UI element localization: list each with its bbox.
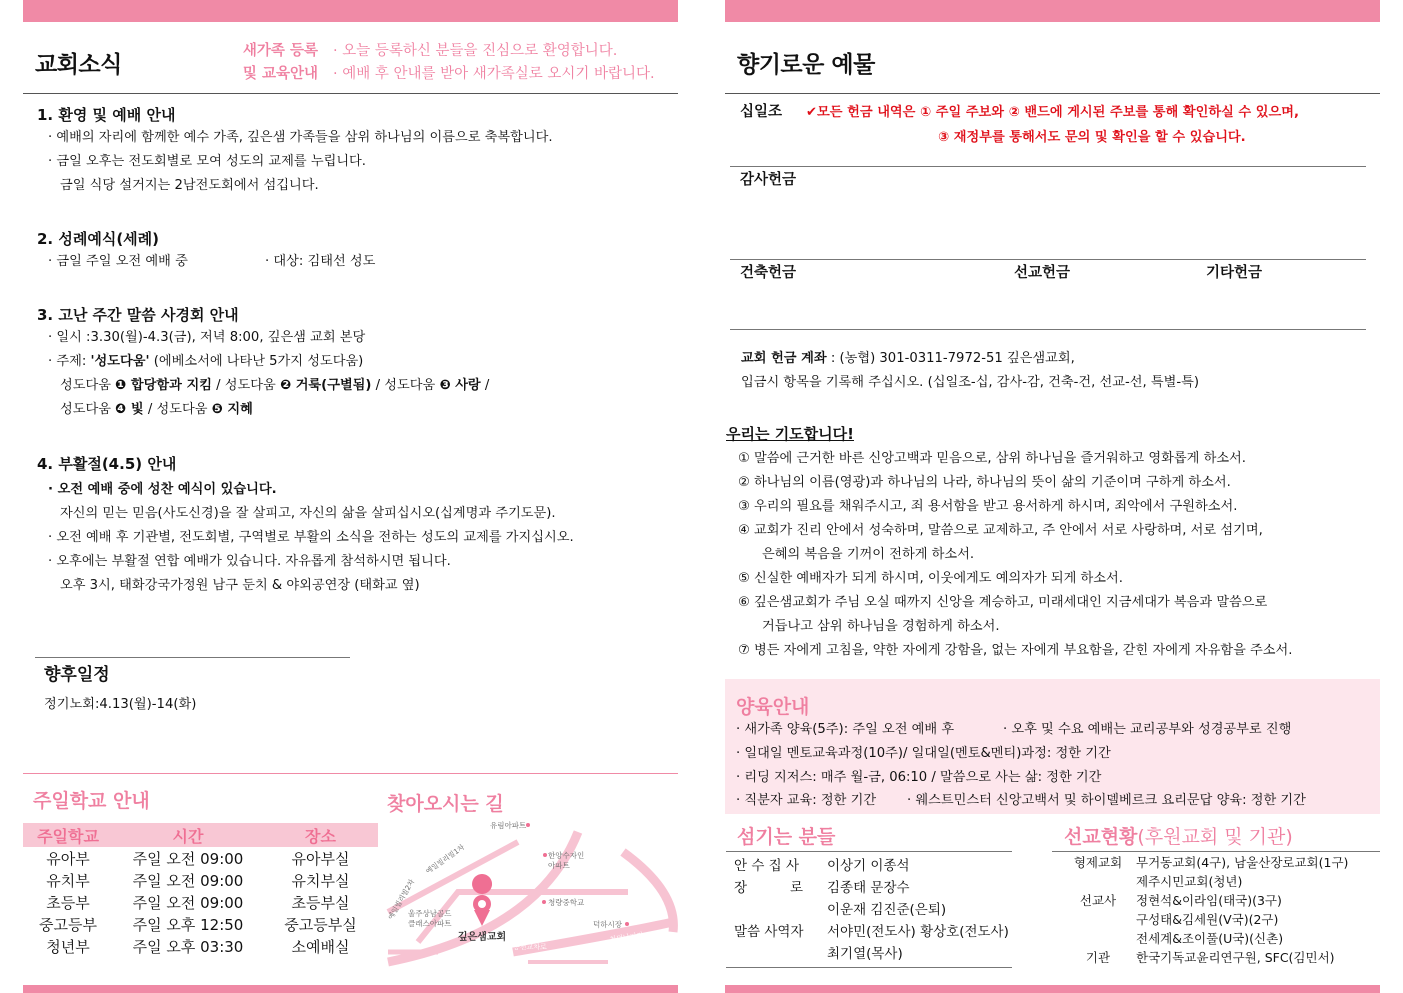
upcoming-title: 향후일정 — [44, 665, 110, 685]
nurture-line-3: · 리딩 지저스: 매주 월-금, 06:10 / 말씀으로 사는 삶: 정한 기간 — [736, 770, 1102, 785]
missions-title — [1064, 822, 1293, 849]
prayer-line: ④ 교회가 진리 안에서 성숙하며, 말씀으로 교제하고, 주 안에서 서로 사랑하며, 서로 섬기며, — [738, 523, 1263, 538]
top-bar-right — [725, 0, 1380, 22]
bottom-section-rule — [23, 773, 678, 774]
cell-school: 중고등부 — [39, 915, 97, 934]
map-label-market: 덕하시장 — [593, 920, 622, 929]
page-title: 교회소식 — [35, 52, 122, 78]
server-row — [734, 877, 1009, 899]
prayer-line: ① 말씀에 근거한 바른 신앙고백과 믿음으로, 삼위 하나님을 즐거워하고 영화롭게 하소서. — [738, 451, 1246, 466]
newcomer-text — [333, 40, 655, 86]
s3-l4c: / 성도다움 — [143, 402, 212, 417]
mission-value: 한국기독교윤리연구원, SFC(김민서) — [1136, 950, 1335, 965]
offering-notice-1: ✔모든 헌금 내역은 ① 주일 주보와 ② 밴드에 게시된 주보를 통해 확인하실 수 있으며, — [806, 105, 1299, 120]
section-1-line-1: · 예배의 자리에 함께한 예수 가족, 깊은샘 가족들을 삼위 하나님의 이름으로 축복합니다. — [48, 130, 553, 145]
map-dot — [542, 900, 546, 904]
nurture-line-1b: · 오후 및 수요 예배는 교리공부와 성경공부로 진행 — [1003, 722, 1292, 737]
sunday-school-header-row — [23, 823, 378, 847]
cell-place: 유아부실 — [291, 849, 350, 868]
cell-school: 유치부 — [46, 871, 90, 890]
s3-l2a: · 주제: — [48, 354, 91, 369]
mission-row — [1060, 891, 1348, 910]
server-role: 말씀 사역자 — [734, 924, 804, 940]
servers-rule-bottom — [726, 967, 1012, 968]
newcomer-label — [240, 40, 318, 86]
server-names: 이상기 이종석 — [827, 858, 910, 874]
offering-rule-2 — [730, 259, 1366, 260]
map-dot — [625, 922, 629, 926]
server-row — [734, 855, 1009, 877]
map-label-hanyang: 한양수자인 아파트 — [548, 851, 585, 870]
prayer-list — [738, 447, 1292, 663]
servers-list — [734, 855, 1009, 965]
sunday-school-table — [23, 823, 378, 957]
server-row — [734, 943, 1009, 965]
cell-school: 유아부 — [46, 849, 90, 868]
nurture-line-4b: · 웨스트민스터 신앙고백서 및 하이델베르크 요리문답 양육: 정한 기간 — [907, 793, 1306, 808]
section-3-line-4 — [60, 398, 253, 422]
server-role: 안 수 집 사 — [734, 858, 800, 874]
cell-place: 중고등부실 — [284, 915, 357, 934]
mission-row — [1060, 853, 1348, 872]
top-bar-left — [23, 0, 678, 22]
nurture-title: 양육안내 — [736, 696, 810, 718]
col-header-time: 시간 — [113, 823, 263, 847]
header-rule-right — [725, 93, 1380, 94]
col-header-place: 장소 — [263, 823, 378, 847]
map-label-yeil2: 예일빌리빌2차 — [386, 878, 417, 921]
newcomer-label-1: 새가족 등록 — [242, 43, 318, 59]
map-label-gold: 울주상남골드 클래스아파트 — [408, 909, 452, 928]
building-label: 건축헌금 — [740, 265, 797, 281]
cell-school: 청년부 — [46, 937, 90, 956]
mission-label: 선교헌금 — [1014, 265, 1071, 281]
prayer-line: ③ 우리의 필요를 채워주시고, 죄 용서함을 받고 용서하게 하시며, 죄악에서 구원하소서. — [738, 499, 1238, 514]
offerings-title: 향기로운 예물 — [737, 52, 875, 78]
table-row — [23, 847, 378, 869]
section-4-line-2: 자신의 믿는 믿음(사도신경)을 잘 살피고, 자신의 삶을 살피십시오(십계명과 주기도문). — [60, 506, 556, 521]
s3-l2c: (에베소서에 나타난 5가지 성도다움) — [149, 354, 364, 369]
servers-title: 섬기는 분들 — [737, 826, 836, 848]
section-1-line-3: 금일 식당 설거지는 2남전도회에서 섬깁니다. — [60, 178, 319, 193]
s3-l4d: ❺ 지혜 — [211, 402, 253, 417]
cell-place: 초등부실 — [291, 893, 350, 912]
account-note: 입금시 항목을 기록해 주십시오. (십일조-십, 감사-감, 건축-건, 선교-선, 특별-특) — [741, 375, 1200, 390]
prayer-title: 우리는 기도합니다! — [726, 425, 854, 443]
s3-l3a: 성도다움 — [60, 378, 116, 393]
section-3-line-1: · 일시 :3.30(월)-4.3(금), 저녁 8:00, 깊은샘 교회 본당 — [48, 330, 366, 345]
table-row — [23, 913, 378, 935]
map-label-school: 청량중학교 — [548, 898, 585, 907]
newcomer-label-2: 및 교육안내 — [242, 66, 318, 82]
cell-time: 주일 오후 12:50 — [132, 915, 244, 934]
s3-l3d: ❷ 거룩(구별됨) — [279, 378, 372, 393]
offering-notice-2: ③ 재정부를 통해서도 문의 및 확인을 할 수 있습니다. — [938, 130, 1246, 145]
other-label: 기타헌금 — [1206, 265, 1263, 281]
col-header-school: 주일학교 — [23, 823, 113, 847]
cell-time: 주일 오후 03:30 — [132, 937, 244, 956]
server-role: 장 로 — [734, 880, 803, 896]
s3-l4a: 성도다움 — [60, 402, 116, 417]
directions-map — [378, 812, 678, 972]
server-names: 서야민(전도사) 황상호(전도사) — [827, 924, 1009, 940]
section-3-line-2 — [48, 350, 363, 374]
server-names: 최기열(목사) — [827, 946, 903, 962]
s3-l3b: ❶ 합당함과 지킴 — [115, 378, 212, 393]
missions-title-sub: (후원교회 및 기관) — [1137, 826, 1293, 848]
section-4-line-5: 오후 3시, 태화강국가정원 남구 둔치 & 야외공연장 (태화교 옆) — [60, 578, 420, 593]
section-2-line-a: · 금일 주일 오전 예배 중 — [48, 254, 188, 269]
table-row — [23, 935, 378, 957]
upcoming-rule — [35, 657, 350, 658]
s3-l4b: ❹ 빛 — [115, 402, 144, 417]
newcomer-line-1: · 오늘 등록하신 분들을 진심으로 환영합니다. — [333, 43, 618, 59]
account-number: : (농협) 301-0311-7972-51 깊은샘교회, — [826, 351, 1075, 366]
mission-value: 구성태&김세원(V국)(2구) — [1136, 912, 1279, 927]
section-3-line-3 — [60, 374, 489, 398]
s3-l2b: '성도다움' — [90, 354, 150, 369]
sunday-school-title: 주일학교 안내 — [33, 790, 150, 812]
map-label-yurim: 유림아파트 — [490, 821, 527, 830]
mission-label: 형제교회 — [1073, 855, 1123, 870]
offering-rule-3 — [730, 329, 1366, 330]
cell-time: 주일 오전 09:00 — [132, 893, 244, 912]
nurture-line-4a: · 직분자 교육: 정한 기간 — [736, 793, 877, 808]
missions-title-main: 선교현황 — [1064, 826, 1138, 848]
table-row — [23, 891, 378, 913]
upcoming-line-1: 정기노회:4.13(월)-14(화) — [44, 697, 197, 712]
mission-value: 무거동교회(4구), 남울산장로교회(1구) — [1136, 855, 1349, 870]
account-line — [741, 347, 1075, 371]
section-1-line-2: · 금일 오후는 전도회별로 모여 성도의 교제를 누립니다. — [48, 154, 366, 169]
map-church-label: 깊은샘교회 — [457, 932, 507, 943]
mission-label: 선교사 — [1079, 893, 1117, 908]
section-4-title: 4. 부활절(4.5) 안내 — [37, 455, 177, 473]
mission-row — [1060, 910, 1348, 929]
section-4-line-3: · 오전 예배 후 기관별, 전도회별, 구역별로 부활의 소식을 전하는 성도의 교제를 가지십시오. — [48, 530, 574, 545]
section-1-title: 1. 환영 및 예배 안내 — [37, 106, 176, 124]
prayer-line: ⑤ 신실한 예배자가 되게 하시며, 이웃에게도 예의자가 되게 하소서. — [738, 571, 1123, 586]
mission-value: 제주시민교회(청년) — [1136, 874, 1243, 889]
nurture-line-2: · 일대일 멘토교육과정(10주)/ 일대일(멘토&멘티)과정: 정한 기간 — [736, 746, 1111, 761]
missions-list — [1060, 853, 1348, 967]
church-pin-icon — [472, 874, 492, 926]
mission-label: 기관 — [1085, 950, 1111, 965]
newcomer-line-2: · 예배 후 안내를 받아 새가족실로 오시기 바랍니다. — [333, 66, 655, 82]
map-dot — [526, 823, 530, 827]
section-3-title: 3. 고난 주간 말씀 사경회 안내 — [37, 306, 239, 324]
offering-rule-1 — [730, 166, 1366, 167]
table-row — [23, 869, 378, 891]
s3-l3f: ❸ 사랑 — [439, 378, 481, 393]
prayer-line: ⑥ 깊은샘교회가 주님 오실 때까지 신앙을 계승하고, 미래세대인 지금세대가 복음과 말씀으로 — [738, 595, 1268, 610]
map-title: 찾아오시는 길 — [387, 793, 504, 815]
server-names: 이운재 김진준(은퇴) — [827, 902, 947, 918]
s3-l3g: / — [480, 378, 490, 393]
missions-rule-top — [1052, 851, 1380, 852]
prayer-line: ⑦ 병든 자에게 고침을, 약한 자에게 강함을, 없는 자에게 부요함을, 갇힌 자에게 자유함을 주소서. — [738, 643, 1293, 658]
section-4-line-4: · 오후에는 부활절 연합 예배가 있습니다. 자유롭게 참석하시면 됩니다. — [48, 554, 451, 569]
s3-l3c: / 성도다움 — [211, 378, 280, 393]
prayer-line: ② 하나님의 이름(영광)과 하나님의 나라, 하나님의 뜻이 삶의 기준이며 구하게 하소서. — [738, 475, 1231, 490]
cell-place: 소예배실 — [291, 937, 350, 956]
account-label: 교회 헌금 계좌 — [741, 351, 827, 366]
map-label-yeil1: 예일빌리빌1차 — [424, 843, 467, 876]
servers-rule-top — [726, 851, 1012, 852]
section-2-line-b: · 대상: 김태선 성도 — [265, 254, 376, 269]
mission-value: 정현석&이라임(태국)(3구) — [1136, 893, 1282, 908]
mission-row — [1060, 872, 1348, 891]
map-label-road2: 동천교차로 — [513, 943, 547, 951]
section-2-title: 2. 성례예식(세례) — [37, 230, 160, 248]
tithe-label: 십일조 — [740, 104, 783, 120]
cell-school: 초등부 — [46, 893, 90, 912]
server-names: 김종태 문장수 — [827, 880, 910, 896]
thanks-label: 감사헌금 — [740, 172, 797, 188]
prayer-line: 거듭나고 삼위 하나님을 경험하게 하소서. — [762, 619, 1000, 634]
map-dot — [543, 853, 547, 857]
server-row — [734, 899, 1009, 921]
cell-time: 주일 오전 09:00 — [132, 871, 244, 890]
server-row — [734, 921, 1009, 943]
prayer-line: 은혜의 복음을 기꺼이 전하게 하소서. — [762, 547, 975, 562]
cell-place: 유치부실 — [291, 871, 350, 890]
mission-value: 전세계&조이풀(U국)(신촌) — [1136, 931, 1284, 946]
section-4-line-1: · 오전 예배 중에 성찬 예식이 있습니다. — [48, 482, 277, 497]
mission-row — [1060, 929, 1348, 948]
s3-l3e: / 성도다움 — [371, 378, 440, 393]
nurture-line-1a: · 새가족 양육(5주): 주일 오전 예배 후 — [736, 722, 955, 737]
map-label-road1: 청덕남거리 — [609, 931, 644, 944]
cell-time: 주일 오전 09:00 — [132, 849, 244, 868]
header-rule-left — [23, 93, 678, 94]
mission-row — [1060, 948, 1348, 967]
